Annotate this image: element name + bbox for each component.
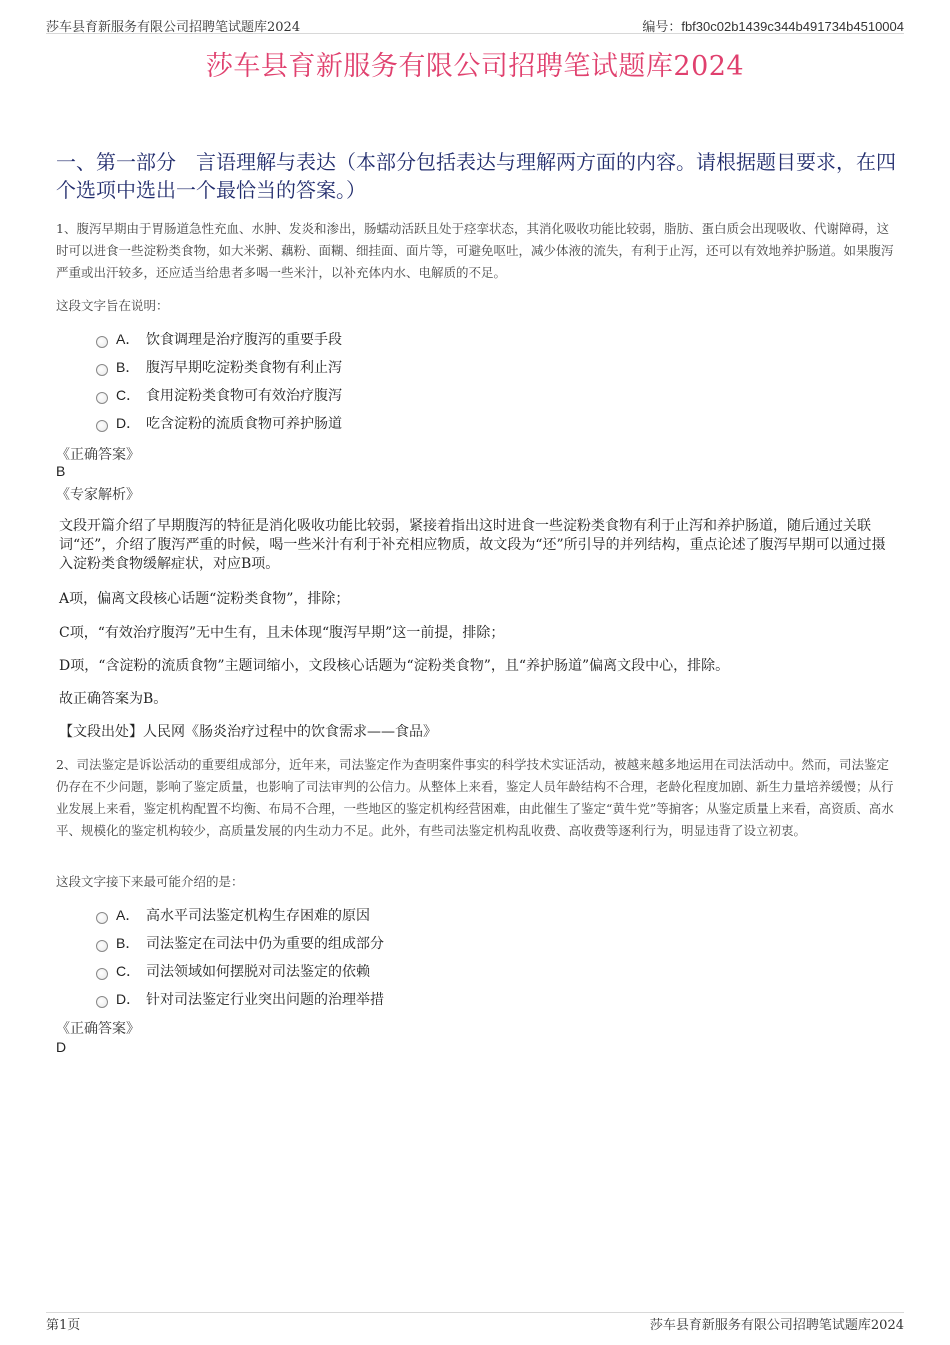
option-text: 司法领域如何摆脱对司法鉴定的依赖 [146,964,370,980]
option-key: A． [116,331,140,347]
answer-label: 《正确答案》 [56,447,140,463]
question-2-prompt: 这段文字接下来最可能介绍的是： [56,874,244,889]
question-1-prompt: 这段文字旨在说明： [56,298,169,313]
question-1-text: 腹泻早期由于胃肠道急性充血、水肿、发炎和渗出，肠蠕动活跃且处于痉挛状态，其消化吸收功能比较弱，脂肪、蛋白质会出现吸收、代谢障碍，这时可以进食一些淀粉类食物，如大米粥、藕粉、面糊、细挂面、面片等，可避免呕吐，减少体液的流失，有利于止泻，还可以有效地养护肠道。如果腹泻严重或出汗较多，还应适当给患者多喝一些米汁，以补充体内水、电解质的不足。 [56,221,894,280]
question-1-options [96,325,596,437]
analysis-text: 文段开篇介绍了早期腹泻的特征是消化吸收功能比较弱，紧接着指出这时进食一些淀粉类食物有利于止泻和养护肠道，随后通过关联词“还”，介绍了腹泻严重的时候，喝一些米汁有利于补充相应物质，故文段为“还”所引导的并列结构，重点论述了腹泻早期可以通过摄入淀粉类食物缓解症状，对应B项。 [59,518,886,572]
footer-divider [46,1312,904,1313]
radio-icon[interactable] [96,336,108,348]
header-code-value: fbf30c02b1439c344b491734b4510004 [681,19,904,34]
analysis-line-c: C项，“有效治疗腹泻”无中生有，且未体现“腹泻早期”这一前提，排除； [59,625,505,641]
option-key: C． [116,387,141,403]
option-key: D． [116,991,141,1007]
analysis-conclusion: 故正确答案为B。 [59,691,168,707]
radio-icon[interactable] [96,912,108,924]
analysis-line-a: A项，偏离文段核心话题“淀粉类食物”，排除； [59,591,350,607]
option-text: 腹泻早期吃淀粉类食物有利止泻 [146,360,342,376]
radio-icon[interactable] [96,392,108,404]
radio-icon[interactable] [96,420,108,432]
analysis-line-d: D项，“含淀粉的流质食物”主题词缩小，文段核心话题为“淀粉类食物”，且“养护肠道”偏离文段中心，排除。 [59,658,730,674]
option-c[interactable] [96,957,596,985]
question-2-passage [56,754,896,842]
option-key: C． [116,963,141,979]
question-1-number: 1、 [56,221,77,236]
option-a[interactable] [96,901,596,929]
header-doc-code [642,16,904,35]
option-d[interactable] [96,985,596,1013]
section-heading: 一、第一部分 言语理解与表达（本部分包括表达与理解两方面的内容。请根据题目要求，在四个选项中选出一个最恰当的答案。） [56,150,896,202]
header-doc-title: 莎车县育新服务有限公司招聘笔试题库2024 [46,20,301,35]
option-text: 针对司法鉴定行业突出问题的治理举措 [146,992,384,1008]
question-2-options [96,901,596,1013]
answer-value: B [56,463,66,479]
analysis-source: 【文段出处】人民网《肠炎治疗过程中的饮食需求——食品》 [59,724,437,740]
analysis-label: 《专家解析》 [56,487,140,503]
option-c[interactable] [96,381,596,409]
option-d[interactable] [96,409,596,437]
question-2-number: 2、 [56,757,77,772]
radio-icon[interactable] [96,364,108,376]
radio-icon[interactable] [96,996,108,1008]
option-text: 吃含淀粉的流质食物可养护肠道 [146,416,342,432]
footer-doc-title: 莎车县育新服务有限公司招聘笔试题库2024 [649,1318,904,1333]
option-text: 司法鉴定在司法中仍为重要的组成部分 [146,936,384,952]
option-key: A． [116,907,140,923]
radio-icon[interactable] [96,968,108,980]
option-text: 高水平司法鉴定机构生存困难的原因 [146,908,370,924]
option-a[interactable] [96,325,596,353]
answer-value: D [56,1039,67,1055]
page-title: 莎车县育新服务有限公司招聘笔试题库2024 [205,51,745,82]
question-1-passage [56,218,896,284]
header-code-label: 编号： [642,20,682,35]
option-b[interactable] [96,353,596,381]
option-key: B． [116,935,140,951]
question-2-text: 司法鉴定是诉讼活动的重要组成部分，近年来，司法鉴定作为查明案件事实的科学技术实证活动，被越来越多地运用在司法活动中。然而，司法鉴定仍存在不少问题，影响了鉴定质量，也影响了司法审判的公信力。从整体上来看，鉴定人员年龄结构不合理，老龄化程度加剧、新生力量培养缓慢；从行业发展上来看，鉴定机构配置不均衡、布局不合理，一些地区的鉴定机构经营困难，由此催生了鉴定“黄牛党”等掮客；从鉴定质量上来看，高资质、高水平、规模化的鉴定机构较少，高质量发展的内生动力不足。此外，有些司法鉴定机构乱收费、高收费等逐利行为，明显违背了设立初衷。 [56,757,894,838]
page-header [46,14,904,34]
radio-icon[interactable] [96,940,108,952]
option-key: B． [116,359,140,375]
option-b[interactable] [96,929,596,957]
option-key: D． [116,415,141,431]
answer-label: 《正确答案》 [56,1021,140,1037]
option-text: 食用淀粉类食物可有效治疗腹泻 [146,388,342,404]
page-number: 第1页 [46,1318,81,1333]
option-text: 饮食调理是治疗腹泻的重要手段 [146,332,342,348]
